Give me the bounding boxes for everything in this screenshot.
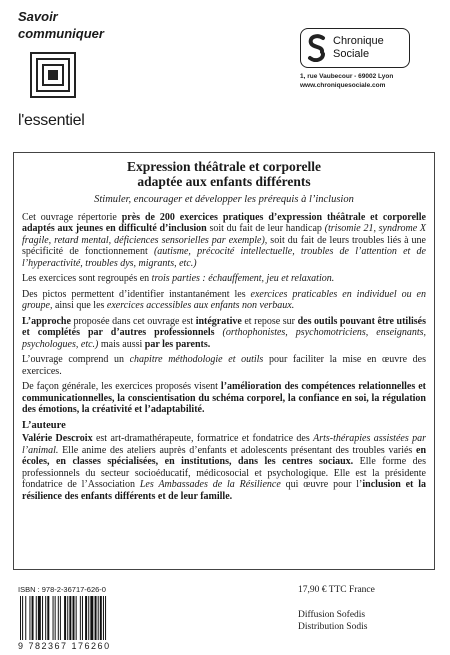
paragraph-approach: L’approche proposée dans cet ouvrage est intégrative et repose sur des outils pouvant être utilisés et complétés par d’autres professionnels (orthophonistes, psychomotriciens, enseignants, psychologues, etc.) mais aussi par les parents. <box>22 315 426 350</box>
publisher-logo-icon <box>307 34 327 62</box>
barcode-icon <box>18 596 148 640</box>
diffusion-label: Diffusion Sofedis <box>298 610 366 620</box>
series-block <box>18 8 128 130</box>
back-cover-text-box <box>13 152 435 570</box>
series-title-line1: Savoir <box>18 9 58 24</box>
paragraph-goals: De façon générale, les exercices proposés visent l’amélioration des compétences relationnelles et communicationnelles, la conscientisation du schéma corporel, la confiance en soi, la régulation des émotions, la créativité et l’adaptabilité. <box>22 381 426 415</box>
book-title: Expression théâtrale et corporelle adaptée aux enfants différents <box>126 159 322 189</box>
publisher-name-line2: Sociale <box>333 48 370 60</box>
publisher-block <box>300 28 410 90</box>
publisher-address: 1, rue Vaubecour - 69002 Lyon <box>300 73 394 80</box>
price-block <box>298 584 375 633</box>
paragraph-method: L’ouvrage comprend un chapitre méthodologie et outils pour faciliter la mise en œuvre des exercices. <box>22 354 427 377</box>
series-title-line2: communiquer <box>18 26 104 41</box>
barcode-block <box>18 585 153 651</box>
publisher-logo-box <box>300 28 410 68</box>
book-subtitle: Stimuler, encourager et développer les prérequis à l’inclusion <box>94 194 354 205</box>
isbn-label: ISBN : 978-2-36717-626-0 <box>18 585 106 594</box>
publisher-name-line1: Chronique <box>333 35 384 47</box>
price-label: 17,90 € TTC France <box>298 585 375 595</box>
barcode-number: 9 782367 176260 <box>18 641 111 651</box>
publisher-website: www.chroniquesociale.com <box>300 82 386 89</box>
paragraph-intro: Cet ouvrage répertorie près de 200 exercices pratiques d’expression théâtrale et corporelle adaptés aux jeunes en difficulté d’inclusion soit du fait de leur handicap (trisomie 21, syndrome X fragile, retard mental, déficiences sensorielles par exemple), soit du fait de leurs troubles liés à une spécificité de fonctionnement (autisme, précocité intellectuelle, troubles de l’attention et de l’hyperactivité, troubles dys, migrants, etc.) <box>22 211 427 269</box>
distribution-label: Distribution Sodis <box>298 622 368 632</box>
series-logo-icon <box>30 52 76 98</box>
paragraph-pictos: Des pictos permettent d’identifier instantanément les exercices praticables en individuel ou en groupe, ainsi que les exercices accessibles aux enfants non verbaux. <box>22 288 426 311</box>
paragraph-parts: Les exercices sont regroupés en trois parties : échauffement, jeu et relaxation. <box>22 273 335 284</box>
series-subtitle: l'essentiel <box>18 112 85 129</box>
author-heading: L’auteure <box>22 419 66 431</box>
paragraph-author: Valérie Descroix est art-dramathérapeute, formatrice et fondatrice des Arts-thérapies assistées par l’animal. Elle anime des ateliers auprès d’enfants et adolescents présentant des troubles variés en écoles, en classes spécialisées, en institutions, dans les centres sociaux. Elle forme des professionnels du secteur socioéducatif, médicosocial et psychologique. Elle est la présidente fondatrice de l’Association Les Ambassades de la Résilience qui œuvre pour l’inclusion et la résilience des enfants différents et de leur famille. <box>22 433 427 502</box>
